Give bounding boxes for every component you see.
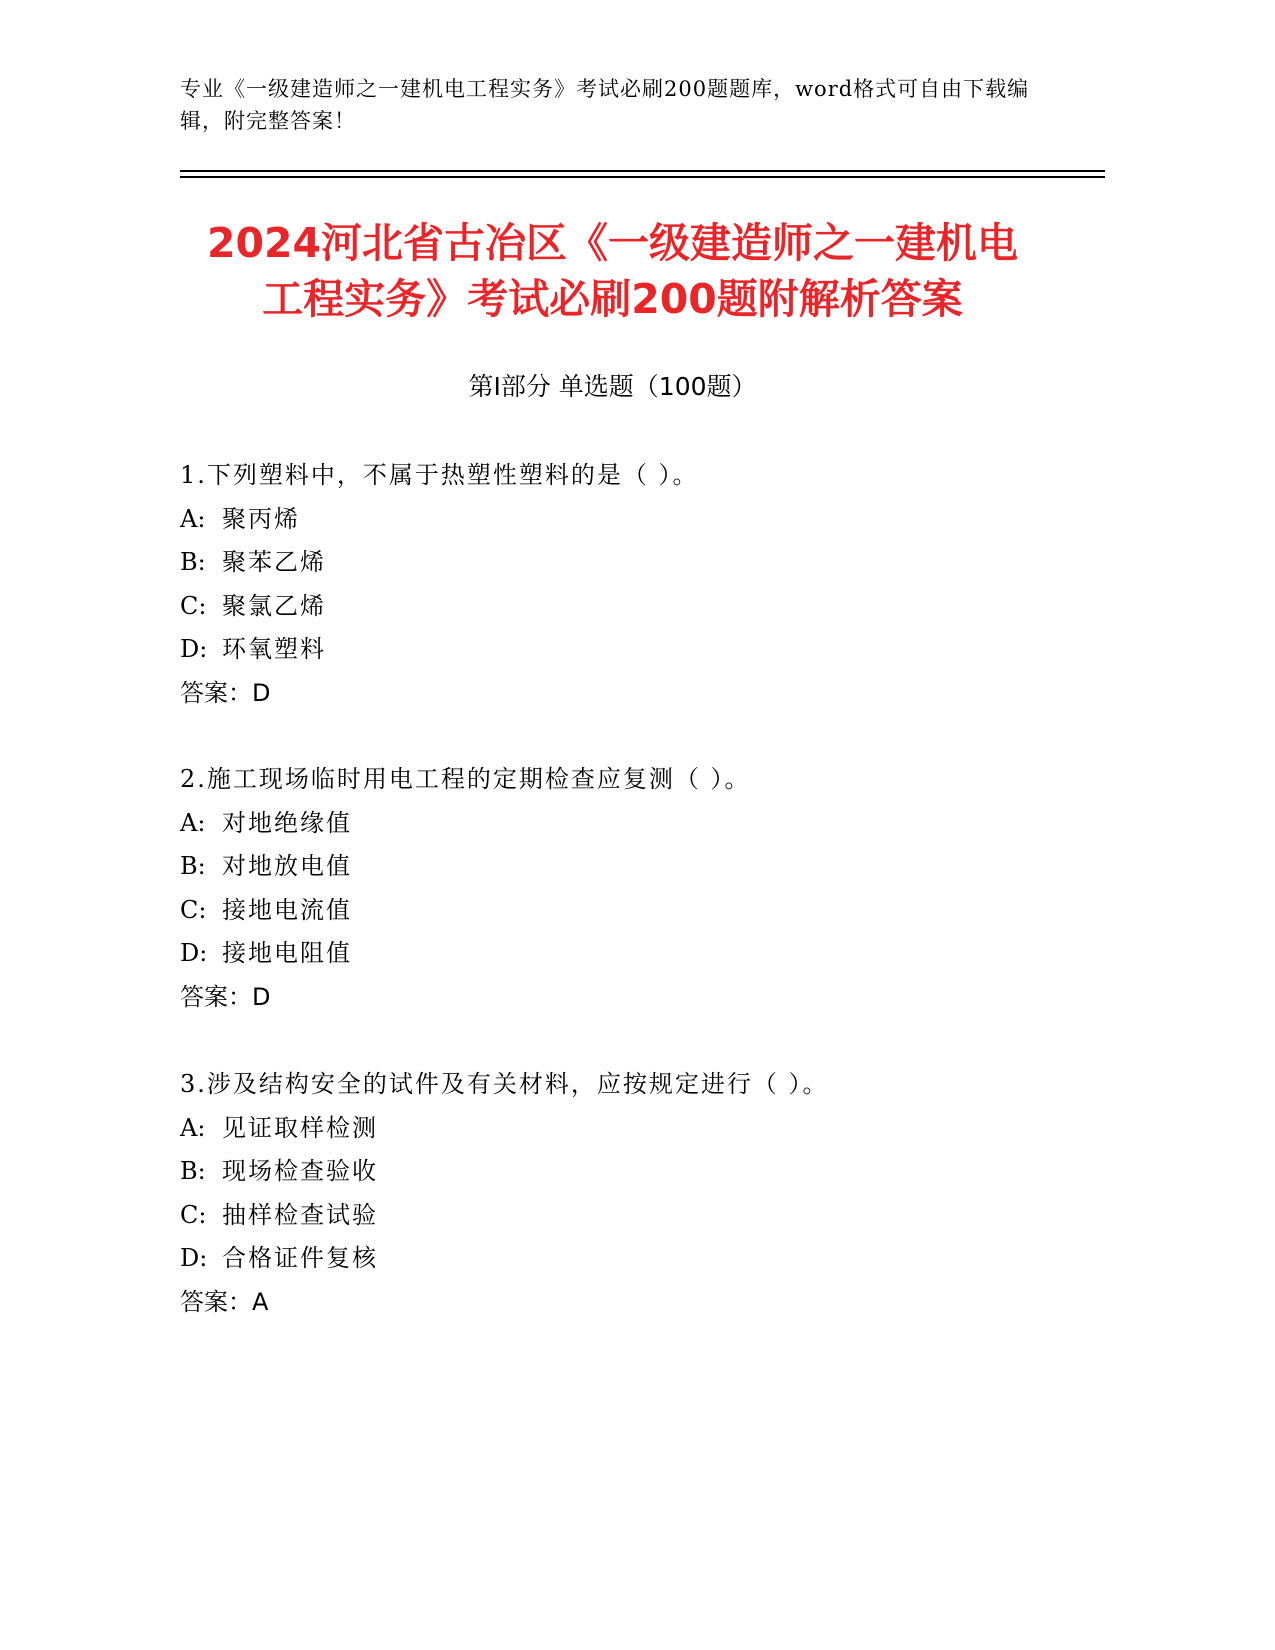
option-text: 聚氯乙烯 [222, 591, 326, 620]
option-key: C: [180, 591, 207, 620]
option-text: 接地电流值 [222, 895, 352, 924]
option-d [180, 932, 1080, 976]
header-divider-bottom [180, 176, 1105, 178]
answer-line: 答案：D [180, 982, 271, 1011]
option-key: B: [180, 548, 206, 577]
option-c [180, 585, 1080, 629]
option-a [180, 498, 1080, 542]
title-line-2: 工程实务》考试必刷200题附解析答案 [262, 275, 963, 323]
option-key: D: [180, 939, 208, 968]
question-stem: 2.施工现场临时用电工程的定期检查应复测（ ）。 [180, 765, 751, 793]
question-1 [180, 454, 1080, 716]
option-text: 现场检查验收 [222, 1157, 378, 1186]
answer-line: 答案：A [180, 1287, 269, 1316]
document-title [150, 215, 1075, 327]
option-key: B: [180, 1157, 206, 1186]
option-key: B: [180, 852, 206, 881]
option-b [180, 845, 1080, 889]
option-b [180, 541, 1080, 585]
option-key: C: [180, 895, 207, 924]
answer-line: 答案：D [180, 678, 271, 707]
option-key: A: [180, 1113, 206, 1142]
option-key: D: [180, 635, 208, 664]
question-stem: 3.涉及结构安全的试件及有关材料，应按规定进行（ ）。 [180, 1070, 829, 1098]
question-3 [180, 1063, 1080, 1325]
option-b [180, 1150, 1080, 1194]
option-a [180, 802, 1080, 846]
option-text: 聚苯乙烯 [222, 548, 326, 577]
option-d [180, 628, 1080, 672]
section-heading: 第Ⅰ部分 单选题（100题） [468, 372, 757, 401]
option-key: A: [180, 808, 206, 837]
option-text: 环氧塑料 [222, 635, 326, 664]
option-key: D: [180, 1244, 208, 1273]
header-divider-top [180, 170, 1105, 172]
option-text: 对地放电值 [222, 852, 352, 881]
option-text: 接地电阻值 [222, 939, 352, 968]
option-text: 见证取样检测 [222, 1113, 378, 1142]
title-line-1: 2024河北省古冶区《一级建造师之一建机电 [206, 219, 1019, 267]
header-note: 专业《一级建造师之一建机电工程实务》考试必刷200题题库，word格式可自由下载编辑，附完整答案！ [180, 77, 1030, 133]
question-2 [180, 758, 1080, 1020]
option-a [180, 1107, 1080, 1151]
option-key: C: [180, 1200, 207, 1229]
option-d [180, 1237, 1080, 1281]
question-stem: 1.下列塑料中，不属于热塑性塑料的是（ ）。 [180, 461, 699, 489]
option-text: 合格证件复核 [222, 1244, 378, 1273]
option-text: 对地绝缘值 [222, 808, 352, 837]
option-c [180, 889, 1080, 933]
option-key: A: [180, 504, 206, 533]
option-text: 聚丙烯 [222, 504, 300, 533]
option-text: 抽样检查试验 [222, 1200, 378, 1229]
option-c [180, 1194, 1080, 1238]
